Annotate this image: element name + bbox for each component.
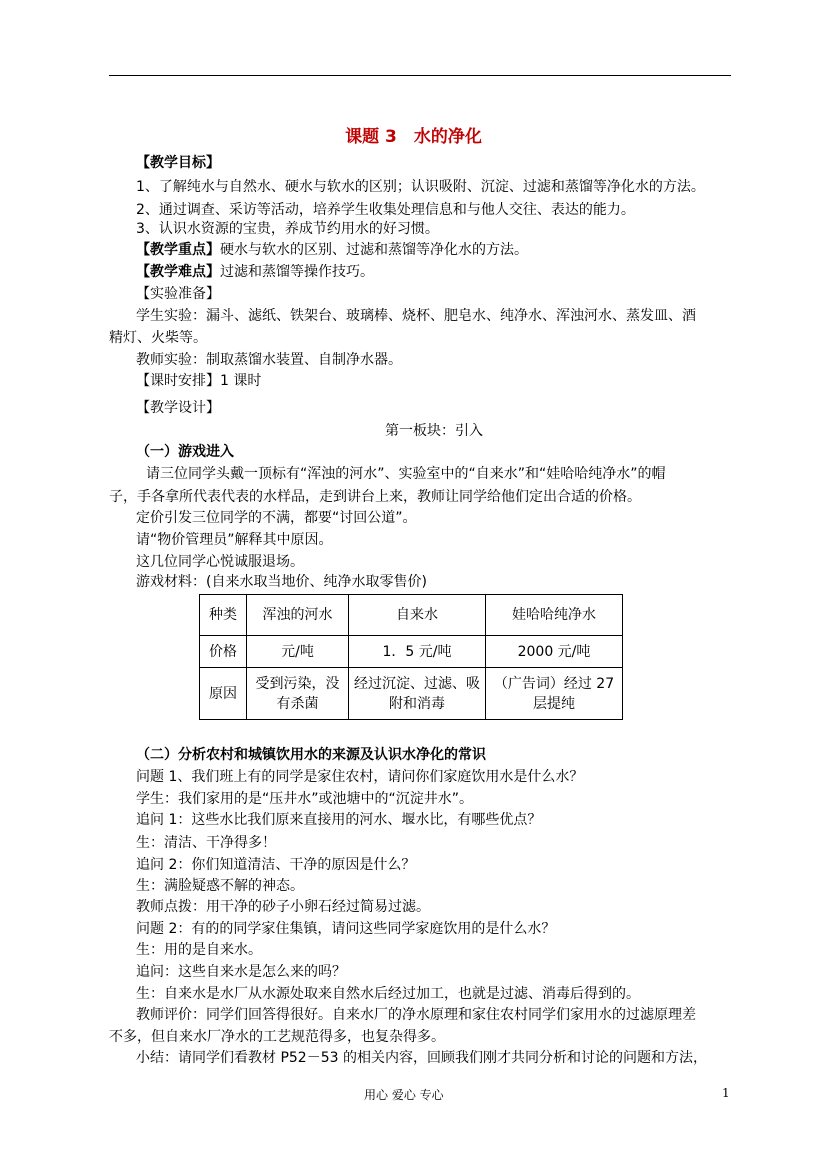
follow-up-1: 追问 1：这些水比我们原来直接用的河水、堰水比，有哪些优点？ (136, 812, 542, 828)
summary: 小结：请同学们看教材 P52－53 的相关内容，回顾我们刚才共同分析和讨论的问题和方法， (136, 1050, 707, 1066)
table-cell: 经过沉淀、过滤、吸附和消毒 (349, 668, 486, 720)
game-para-1-cont: 子，手各拿所代表代表的水样品，走到讲台上来，教师让同学给他们定出合适的价格。 (109, 489, 641, 505)
table-row (200, 636, 623, 668)
student-answer-1: 学生：我们家用的是“压井水”或池塘中的“沉淀井水”。 (136, 791, 474, 807)
game-para-3: 请“物价管理员”解释其中原因。 (136, 532, 333, 548)
table-cell: 受到污染，没有杀菌 (247, 668, 349, 720)
schedule: 【课时安排】1 课时 (136, 373, 262, 389)
game-para-2: 定价引发三位同学的不满，都要“讨回公道”。 (136, 510, 417, 526)
difficulty-label: 【教学难点】 (136, 264, 220, 280)
block-heading: 第一板块：引入 (385, 423, 483, 439)
table-row (200, 668, 623, 720)
question-2: 问题 2：有的的同学家住集镇，请问这些同学家庭饮用的是什么水？ (136, 921, 556, 937)
table-cell: （广告词）经过 27 层提纯 (486, 668, 623, 720)
game-materials: 游戏材料：(自来水取当地价、纯净水取零售价) (136, 574, 427, 590)
table-row (200, 595, 623, 636)
question-1: 问题 1、我们班上有的同学是家住农村，请问你们家庭饮用水是什么水？ (136, 769, 584, 785)
key-point (136, 240, 528, 260)
follow-up-2: 追问 2：你们知道清洁、干净的原因是什么？ (136, 857, 416, 873)
key-point-label: 【教学重点】 (136, 242, 220, 258)
price-table (199, 594, 623, 720)
follow-up-3: 追问：这些自来水是怎么来的吗？ (136, 964, 346, 980)
table-cell: 2000 元/吨 (486, 636, 623, 668)
section-heading-prep: 【实验准备】 (136, 286, 220, 302)
page-title: 课题 3 水的净化 (345, 127, 482, 147)
table-cell: 价格 (200, 636, 247, 668)
student-answer-5: 生：自来水是水厂从水源处取来自然水后经过加工，也就是过滤、消毒后得到的。 (136, 986, 640, 1002)
teacher-evaluation-cont: 不多，但自来水厂净水的工艺规范得多，也复杂得多。 (109, 1029, 445, 1045)
teacher-experiment: 教师实验：制取蒸馏水装置、自制净水器。 (136, 352, 402, 368)
student-experiment: 学生实验：漏斗、滤纸、铁架台、玻璃棒、烧杯、肥皂水、纯净水、浑浊河水、蒸发皿、酒 (136, 308, 696, 324)
student-experiment-cont: 精灯、火柴等。 (109, 330, 207, 346)
teacher-hint: 教师点拨：用干净的砂子小卵石经过简易过滤。 (136, 899, 430, 915)
table-cell: 自来水 (349, 595, 486, 636)
table-cell: 原因 (200, 668, 247, 720)
header-rule (109, 75, 731, 76)
section-heading-objectives: 【教学目标】 (136, 155, 220, 171)
objective-2: 2、通过调查、采访等活动，培养学生收集处理信息和与他人交往、表达的能力。 (136, 202, 635, 218)
game-para-4: 这几位同学心悦诚服退场。 (136, 554, 304, 570)
subheading-analysis: （二）分析农村和城镇饮用水的来源及认识水净化的常识 (136, 747, 486, 763)
subheading-game: （一）游戏进入 (136, 444, 234, 460)
key-point-text: 硬水与软水的区别、过滤和蒸馏等净化水的方法。 (220, 242, 528, 258)
objective-3: 3、认识水资源的宝贵，养成节约用水的好习惯。 (136, 221, 439, 237)
table-cell: 娃哈哈纯净水 (486, 595, 623, 636)
table-cell: 浑浊的河水 (247, 595, 349, 636)
difficulty-text: 过滤和蒸馏等操作技巧。 (220, 264, 374, 280)
footer-motto: 用心 爱心 专心 (364, 1088, 444, 1102)
section-heading-design: 【教学设计】 (136, 400, 220, 416)
table-cell: 元/吨 (247, 636, 349, 668)
game-para-1: 请三位同学头戴一顶标有“浑浊的河水”、实验室中的“自来水”和“娃哈哈纯净水”的帽 (146, 466, 666, 482)
teacher-evaluation: 教师评价：同学们回答得很好。自来水厂的净水原理和家住农村同学们家用水的过滤原理差 (136, 1007, 696, 1023)
table-cell: 1．5 元/吨 (349, 636, 486, 668)
table-cell: 种类 (200, 595, 247, 636)
student-answer-3: 生：满脸疑惑不解的神态。 (136, 878, 304, 894)
student-answer-4: 生：用的是自来水。 (136, 942, 262, 958)
objective-1: 1、了解纯水与自然水、硬水与软水的区别；认识吸附、沉淀、过滤和蒸馏等净化水的方法。 (136, 179, 705, 195)
page-number: 1 (722, 1086, 730, 1100)
student-answer-2: 生：清洁、干净得多！ (136, 835, 276, 851)
difficulty (136, 262, 374, 282)
